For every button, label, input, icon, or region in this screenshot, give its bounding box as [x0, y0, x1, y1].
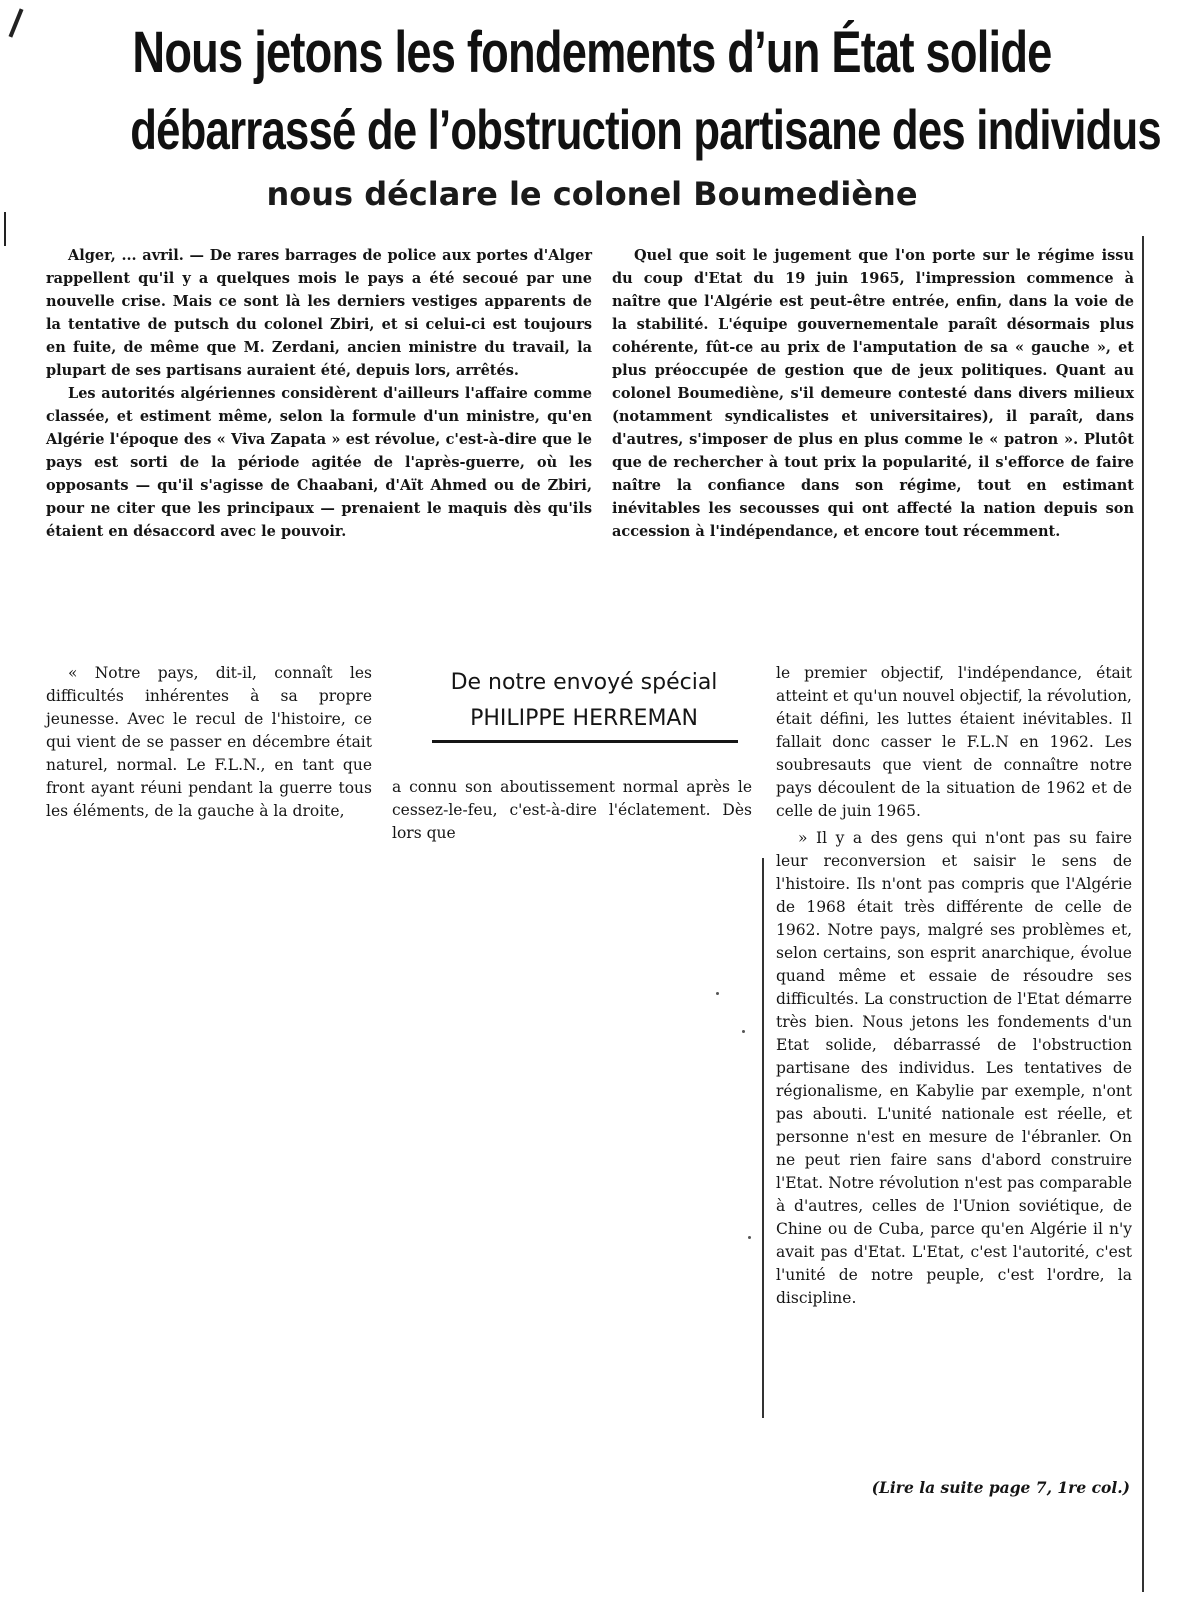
print-mark — [9, 8, 24, 37]
intro-paragraph-1: Alger, ... avril. — De rares barrages de police aux portes d'Alger rappellent qu'il y a quelques mois le pays a été secoué par une nouvelle crise. Mais ce sont là les derniers vestiges apparents de la tentative de putsch du colonel Zbiri, et si celui-ci est toujours en fuite, de même que M. Zerdani, ancien ministre du travail, la plupart de ses partisans auraient été, depuis lors, arrêtés. — [46, 247, 592, 379]
print-speck — [716, 992, 719, 995]
intro-right-column — [612, 244, 1134, 543]
intro-left-column — [46, 244, 592, 543]
headline-line-1: Nous jetons les fondements d’un État solide — [132, 20, 1052, 85]
byline-rule — [432, 740, 738, 743]
column-rule-right — [1142, 236, 1144, 1592]
quote-margin-rule — [762, 858, 764, 1418]
intro-paragraph-3: Quel que soit le jugement que l'on porte sur le régime issu du coup d'Etat du 19 juin 1965, l'impression commence à naître que l'Algérie est peut-être entrée, enfin, dans la voie de la stabilité. L'équipe gouvernementale paraît désormais plus cohérente, fût-ce au prix de l'amputation de sa « gauche », et plus préoccupée de gestion que de jeux politiques. Quant au colonel Boumediène, s'il demeure contesté dans divers milieux (notamment syndicalistes et universitaires), il paraît, dans d'autres, s'imposer de plus en plus comme le « patron ». Plutôt que de rechercher à tout prix la popularité, il s'efforce de faire naître la confiance dans son régime, tout en estimant inévitables les secousses qui ont affecté la nation depuis son accession à l'indépendance, et encore tout récemment. — [612, 247, 1134, 540]
byline-label: De notre envoyé spécial — [450, 670, 718, 695]
body-paragraph-1: « Notre pays, dit-il, connaît les difficultés inhérentes à sa propre jeunesse. Avec le recul de l'histoire, ce qui vient de se passer en décembre était naturel, normal. Le F.L.N., en tant que front ayant réuni pendant la guerre tous les éléments, de la gauche à la droite, — [46, 664, 372, 820]
body-column-2 — [392, 776, 752, 845]
body-paragraph-4: » Il y a des gens qui n'ont pas su faire leur reconversion et saisir le sens de l'histoire. Ils n'ont pas compris que l'Algérie de 1968 était très différente de celle de 1962. Notre pays, malgré ses problèmes et, selon certains, son esprit anarchique, évolue quand même et essaie de résoudre ses difficultés. La construction de l'Etat démarre très bien. Nous jetons les fondements d'un Etat solide, débarrassé de l'obstruction partisane des individus. Les tentatives de régionalisme, en Kabylie par exemple, n'ont pas abouti. L'unité nationale est réelle, et personne n'est en mesure de l'ébranler. On ne peut rien faire sans d'abord construire l'Etat. Notre révolution n'est pas comparable à d'autres, celles de l'Union soviétique, de Chine ou de Cuba, parce qu'en Algérie il n'y avait pas d'Etat. L'Etat, c'est l'autorité, c'est l'unité de notre peuple, c'est l'ordre, la discipline. — [776, 829, 1132, 1307]
intro-paragraph-2: Les autorités algériennes considèrent d'ailleurs l'affaire comme classée, et estiment même, selon la formule d'un ministre, qu'en Algérie l'époque des « Viva Zapata » est révolue, c'est-à-dire que le pays est sorti de la période agitée de l'après-guerre, où les opposants — qu'il s'agisse de Chaabani, d'Aït Ahmed ou de Zbiri, pour ne citer que les principaux — prenaient le maquis dès qu'ils étaient en désaccord avec le pouvoir. — [46, 385, 592, 540]
subheadline: nous déclare le colonel Boumediène — [266, 175, 918, 213]
continued-notice: (Lire la suite page 7, 1re col.) — [871, 1478, 1130, 1497]
body-column-3 — [776, 662, 1132, 1310]
body-paragraph-3: le premier objectif, l'indépendance, était atteint et qu'un nouvel objectif, la révolution, était défini, les luttes étaient inévitables. Il fallait donc casser le F.L.N en 1962. Les soubresauts que vient de connaître notre pays découlent de la situation de 1962 et de celle de juin 1965. — [776, 664, 1132, 820]
edge-mark — [4, 212, 6, 246]
print-speck — [748, 1236, 751, 1239]
byline-author: PHILIPPE HERREMAN — [470, 706, 698, 731]
headline-line-2: débarrassé de l’obstruction partisane des individus — [130, 98, 1161, 161]
body-column-1 — [46, 662, 372, 823]
body-paragraph-2: a connu son aboutissement normal après le cessez-le-feu, c'est-à-dire l'éclatement. Dès lors que — [392, 778, 752, 842]
print-speck — [742, 1030, 745, 1033]
